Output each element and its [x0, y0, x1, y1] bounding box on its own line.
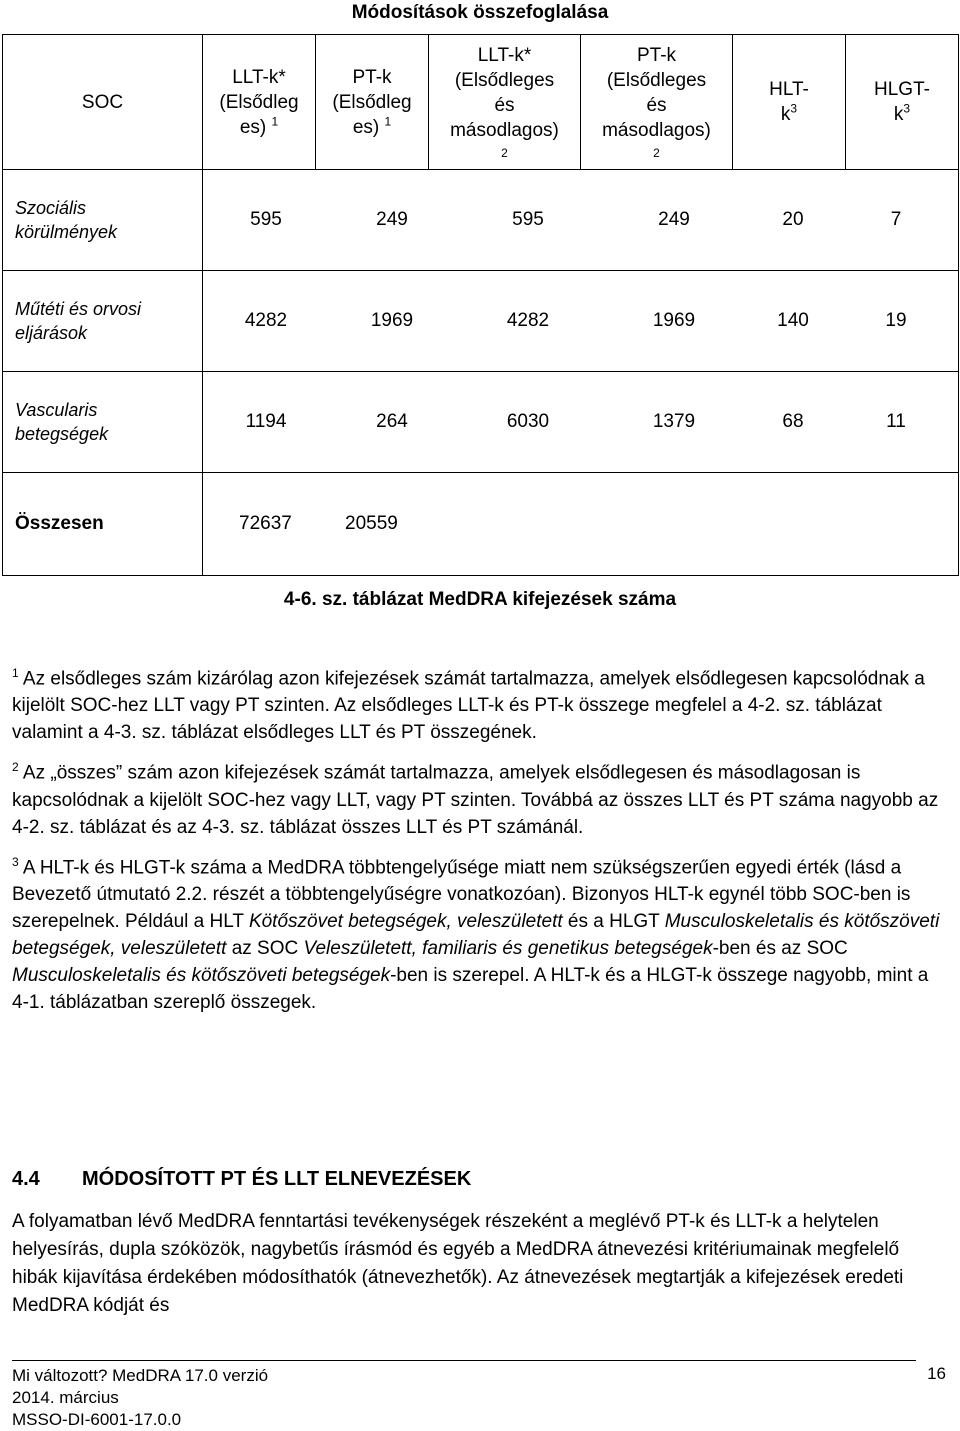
table-header-row — [3, 35, 959, 170]
header-soc: SOC — [3, 35, 203, 170]
header-pt-all: PT-k (Elsődleges és másodlagos) 2 — [581, 35, 733, 170]
value-pt-all: 1969 — [652, 310, 696, 331]
page-number: 16 — [927, 1364, 946, 1383]
table-caption: 4-6. sz. táblázat MedDRA kifejezések száma — [283, 589, 677, 610]
value-hlt: 68 — [782, 411, 804, 432]
header-llt-all: LLT-k* (Elsődleges és másodlagos) 2 — [429, 35, 581, 170]
header-hlt: HLT- k$^3$ — [733, 35, 846, 170]
soc-name: Szociális körülmények — [3, 170, 203, 271]
page-header: Módosítások összefoglalása — [351, 2, 609, 23]
value-pt-primary: 249 — [376, 209, 408, 230]
header-hlgt: HLGT- k$^3$ — [846, 35, 959, 170]
value-llt-primary: 1194 — [245, 411, 287, 432]
value-llt-all: 4282 — [506, 310, 550, 331]
value-llt-primary: 4282 — [244, 310, 288, 331]
table-row — [3, 271, 959, 372]
section-body: A folyamatban lévő MedDRA fenntartási tevékenységek részeként a meglévő PT-k és LLT-k a helytelen helyesírás, dupla szóközök, nagybetűs írásmód és egyéb a MedDRA átnevezési kritériumainak megfelelő hibák kijavítása érdekében módosíthatók (átnevezhetők). Az átnevezések megtartják a kifejezések eredeti MedDRA kódját és — [12, 1211, 904, 1316]
header-llt-primary: LLT-k* (Elsődleg es) $^1$ — [203, 35, 316, 170]
section-number: 4.4 — [12, 1168, 40, 1190]
value-llt-all: 595 — [512, 209, 544, 230]
value-llt-primary: 595 — [250, 209, 282, 230]
value-hlt: 140 — [777, 310, 809, 331]
value-pt-primary: 264 — [376, 411, 408, 432]
value-pt-all: 1379 — [652, 411, 696, 432]
value-hlgt: 19 — [885, 310, 907, 331]
footnote-3: $^3$ A HLT-k és HLGT-k száma a MedDRA többtengelyűsége miatt nem szükségszerűen egyedi érték (lásd a Bevezető útmutató 2.2. részét a többtengelyűségre vonatkozóan). Bizonyos HLT-k egynél több SOC-ben is szerepelnek. Például a HLT Kötőszövet betegségek, veleszületett és a HLGT Musculoskeletalis és kötőszöveti betegségek, veleszületett az SOC Veleszületett, familiaris és genetikus betegségek-ben és az SOC Musculoskeletalis és kötőszöveti betegségek-ben is szerepel. A HLT-k és a HLGT-k összege nagyobb, mint a 4-1. táblázatban szereplő összegek. — [12, 854, 940, 1013]
value-pt-all: 249 — [658, 209, 690, 230]
footer-date: 2014. március — [12, 1388, 119, 1407]
table-row — [3, 170, 959, 271]
footer-title: Mi változott? MedDRA 17.0 verzió — [12, 1366, 269, 1385]
table-row — [3, 372, 959, 473]
footer-info — [12, 1365, 268, 1431]
header-pt-primary: PT-k (Elsődleg es) $^1$ — [316, 35, 429, 170]
total-row — [3, 473, 959, 576]
soc-name: Műtéti és orvosi eljárások — [3, 271, 203, 372]
footnotes — [12, 660, 948, 1024]
value-hlt: 20 — [782, 209, 804, 230]
footer-divider — [12, 1360, 916, 1361]
value-llt-all: 6030 — [506, 411, 550, 432]
value-pt-primary: 1969 — [370, 310, 414, 331]
value-hlgt: 7 — [890, 209, 902, 230]
footnote-1: $^1$ Az elsődleges szám kizárólag azon kifejezések számát tartalmazza, amelyek elsődlegesen kapcsolódnak a kijelölt SOC-hez LLT vagy PT szinten. Az elsődleges LLT-k és PT-k összege megfelel a 4-2. sz. táblázat valamint a 4-3. sz. táblázat elsődleges LLT és PT összegének. — [12, 666, 925, 744]
footer-doc-id: MSSO-DI-6001-17.0.0 — [12, 1410, 182, 1429]
meddra-summary-table — [2, 34, 959, 576]
section-heading — [12, 1166, 471, 1192]
value-hlgt: 11 — [886, 411, 906, 432]
total-pt: 20559 — [345, 513, 398, 534]
total-label: Összesen — [3, 473, 203, 576]
total-llt: 72637 — [239, 513, 292, 534]
soc-name: Vascularis betegségek — [3, 372, 203, 473]
section-title: MÓDOSÍTOTT PT ÉS LLT ELNEVEZÉSEK — [82, 1168, 472, 1190]
footnote-2: $^2$ Az „összes” szám azon kifejezések számát tartalmazza, amelyek elsődlegesen és másodlagosan is kapcsolódnak a kijelölt SOC-hez vagy LLT, vagy PT szinten. Továbbá az összes LLT és PT száma nagyobb az 4-2. sz. táblázat és az 4-3. sz. táblázat összes LLT és PT számánál. — [12, 760, 939, 838]
